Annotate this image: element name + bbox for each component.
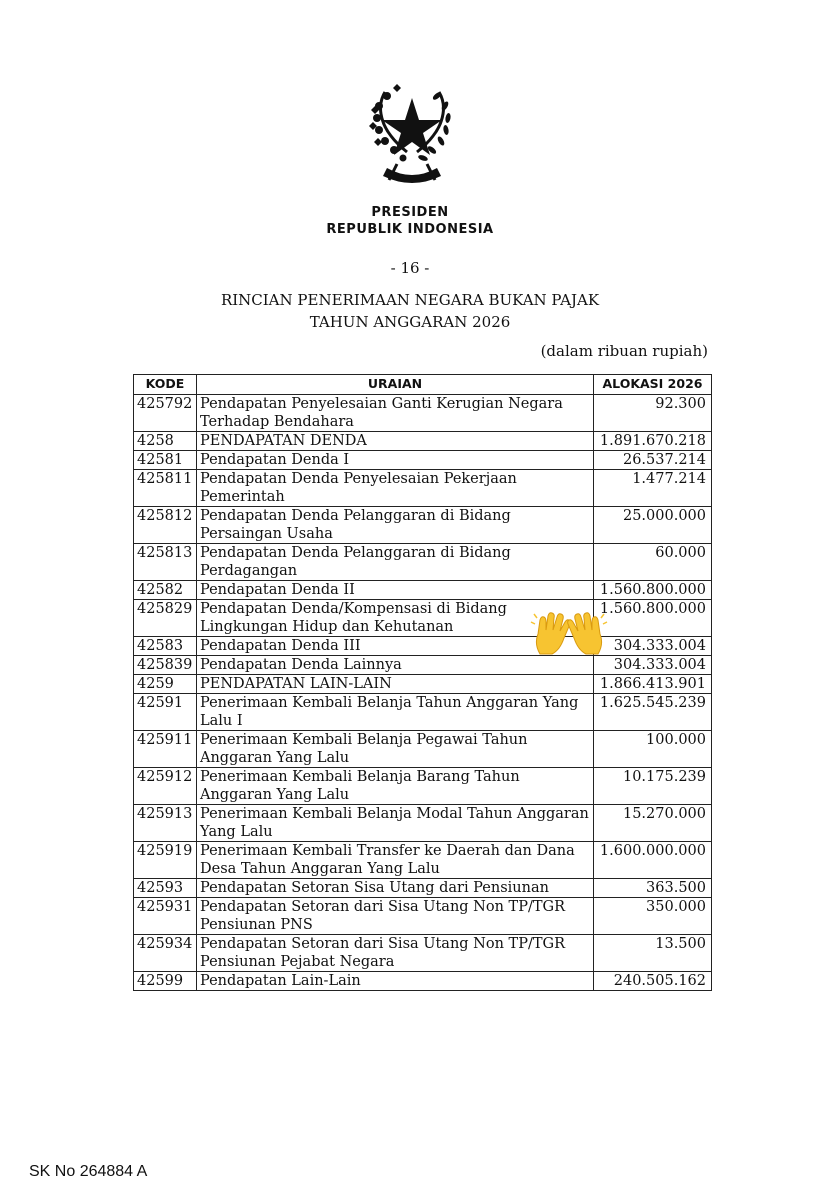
uraian-line: PENDAPATAN DENDA (200, 433, 367, 449)
uraian-line: Penerimaan Kembali Belanja Barang Tahun (200, 769, 520, 785)
table-row (134, 935, 712, 972)
uraian-line: Pendapatan Setoran dari Sisa Utang Non TP/TGR (200, 936, 566, 952)
table-row (134, 731, 712, 768)
table-row (134, 879, 712, 898)
cell-alokasi: 240.505.162 (594, 972, 712, 991)
uraian-line: Pendapatan Denda Pelanggaran di Bidang (200, 545, 511, 561)
uraian-line: Pendapatan Denda Pelanggaran di Bidang (200, 508, 511, 524)
cell-alokasi: 363.500 (594, 879, 712, 898)
cell-kode: 425811 (134, 470, 197, 507)
sk-number: SK No 264884 A (29, 1163, 148, 1180)
uraian-line: Lingkungan Hidup dan Kehutanan (200, 619, 454, 635)
cell-kode: 42581 (134, 451, 197, 470)
table-header-row (134, 375, 712, 395)
cell-kode: 425829 (134, 600, 197, 637)
cell-uraian (197, 898, 594, 935)
table-row (134, 694, 712, 731)
cell-uraian (197, 544, 594, 581)
uraian-line: Pendapatan Denda Penyelesaian Pekerjaan (200, 471, 517, 487)
table-row (134, 451, 712, 470)
cell-kode: 425934 (134, 935, 197, 972)
table-row (134, 768, 712, 805)
title-line-2: TAHUN ANGGARAN 2026 (309, 313, 511, 331)
uraian-line: Pendapatan Denda II (200, 582, 355, 598)
cell-kode: 425839 (134, 656, 197, 675)
uraian-line: Pendapatan Denda III (200, 638, 361, 654)
star-emblem-icon (357, 80, 467, 188)
uraian-line: Pendapatan Penyelesaian Ganti Kerugian Negara (200, 396, 563, 412)
table-row (134, 507, 712, 544)
cell-alokasi: 60.000 (594, 544, 712, 581)
letterhead (0, 204, 820, 238)
uraian-line: Penerimaan Kembali Belanja Tahun Anggaran Yang (200, 695, 579, 711)
title-line-1: RINCIAN PENERIMAAN NEGARA BUKAN PAJAK (220, 291, 600, 309)
cell-kode: 425911 (134, 731, 197, 768)
table-row (134, 470, 712, 507)
uraian-line: Anggaran Yang Lalu (200, 750, 350, 766)
cell-alokasi: 304.333.004 (594, 656, 712, 675)
allocation-table (133, 374, 712, 991)
cell-alokasi: 26.537.214 (594, 451, 712, 470)
cell-uraian (197, 395, 594, 432)
uraian-line: Terhadap Bendahara (200, 414, 354, 430)
cell-alokasi: 1.625.545.239 (594, 694, 712, 731)
uraian-line: Pendapatan Denda/Kompensasi di Bidang (200, 601, 507, 617)
raised-hands-emoji-icon (530, 610, 608, 656)
cell-uraian (197, 731, 594, 768)
cell-uraian (197, 432, 594, 451)
table-row (134, 581, 712, 600)
cell-uraian (197, 879, 594, 898)
cell-uraian (197, 805, 594, 842)
cell-alokasi: 15.270.000 (594, 805, 712, 842)
cell-alokasi: 1.866.413.901 (594, 675, 712, 694)
letterhead-republik: REPUBLIK INDONESIA (326, 222, 494, 237)
cell-kode: 425931 (134, 898, 197, 935)
cell-uraian (197, 842, 594, 879)
uraian-line: Penerimaan Kembali Belanja Modal Tahun Anggaran (200, 806, 589, 822)
cell-kode: 42591 (134, 694, 197, 731)
uraian-line: Pendapatan Setoran dari Sisa Utang Non TP/TGR (200, 899, 566, 915)
cell-alokasi: 1.477.214 (594, 470, 712, 507)
uraian-line: Pendapatan Setoran Sisa Utang dari Pensiunan (200, 880, 549, 896)
uraian-line: Yang Lalu (200, 824, 273, 840)
table-row (134, 675, 712, 694)
cell-alokasi: 10.175.239 (594, 768, 712, 805)
document-title (0, 289, 820, 333)
uraian-line: Pendapatan Lain-Lain (200, 973, 361, 989)
cell-alokasi: 25.000.000 (594, 507, 712, 544)
column-header-alokasi: ALOKASI 2026 (594, 375, 712, 395)
cell-uraian (197, 470, 594, 507)
uraian-line: Lalu I (200, 713, 243, 729)
cell-kode: 42599 (134, 972, 197, 991)
cell-alokasi: 304.333.004 (594, 637, 712, 656)
cell-kode: 425812 (134, 507, 197, 544)
cell-kode: 425913 (134, 805, 197, 842)
uraian-line: Anggaran Yang Lalu (200, 787, 350, 803)
cell-uraian (197, 675, 594, 694)
column-header-kode: KODE (134, 375, 197, 395)
cell-alokasi: 1.600.000.000 (594, 842, 712, 879)
cell-alokasi: 1.560.800.000 (594, 600, 712, 637)
table-row (134, 395, 712, 432)
table-row (134, 432, 712, 451)
cell-kode: 4258 (134, 432, 197, 451)
uraian-line: Penerimaan Kembali Transfer ke Daerah dan Dana (200, 843, 575, 859)
cell-alokasi: 92.300 (594, 395, 712, 432)
cell-uraian (197, 451, 594, 470)
uraian-line: Perdagangan (200, 563, 298, 579)
table-row (134, 898, 712, 935)
table-row (134, 842, 712, 879)
cell-alokasi: 1.891.670.218 (594, 432, 712, 451)
cell-uraian (197, 581, 594, 600)
cell-uraian (197, 656, 594, 675)
cell-uraian (197, 768, 594, 805)
uraian-line: Persaingan Usaha (200, 526, 333, 542)
table-row (134, 637, 712, 656)
uraian-line: Pensiunan PNS (200, 917, 313, 933)
cell-kode: 42583 (134, 637, 197, 656)
uraian-line: Pendapatan Denda I (200, 452, 350, 468)
cell-kode: 425912 (134, 768, 197, 805)
cell-alokasi: 100.000 (594, 731, 712, 768)
cell-uraian (197, 935, 594, 972)
uraian-line: Pendapatan Denda Lainnya (200, 657, 402, 673)
cell-alokasi: 1.560.800.000 (594, 581, 712, 600)
table-row (134, 805, 712, 842)
cell-kode: 42593 (134, 879, 197, 898)
page-number: - 16 - (390, 259, 430, 277)
cell-alokasi: 350.000 (594, 898, 712, 935)
cell-uraian (197, 972, 594, 991)
table-row (134, 600, 712, 637)
cell-kode: 42582 (134, 581, 197, 600)
uraian-line: Pensiunan Pejabat Negara (200, 954, 395, 970)
cell-uraian (197, 507, 594, 544)
table-body (134, 395, 712, 991)
table-row (134, 972, 712, 991)
cell-kode: 425792 (134, 395, 197, 432)
uraian-line: Desa Tahun Anggaran Yang Lalu (200, 861, 440, 877)
unit-note: (dalam ribuan rupiah) (540, 342, 708, 360)
cell-kode: 425919 (134, 842, 197, 879)
cell-kode: 425813 (134, 544, 197, 581)
uraian-line: PENDAPATAN LAIN-LAIN (200, 676, 392, 692)
cell-alokasi: 13.500 (594, 935, 712, 972)
cell-uraian (197, 694, 594, 731)
table-row (134, 544, 712, 581)
uraian-line: Penerimaan Kembali Belanja Pegawai Tahun (200, 732, 528, 748)
cell-kode: 4259 (134, 675, 197, 694)
column-header-uraian: URAIAN (197, 375, 594, 395)
uraian-line: Pemerintah (200, 489, 285, 505)
table-row (134, 656, 712, 675)
letterhead-presiden: PRESIDEN (371, 205, 449, 220)
